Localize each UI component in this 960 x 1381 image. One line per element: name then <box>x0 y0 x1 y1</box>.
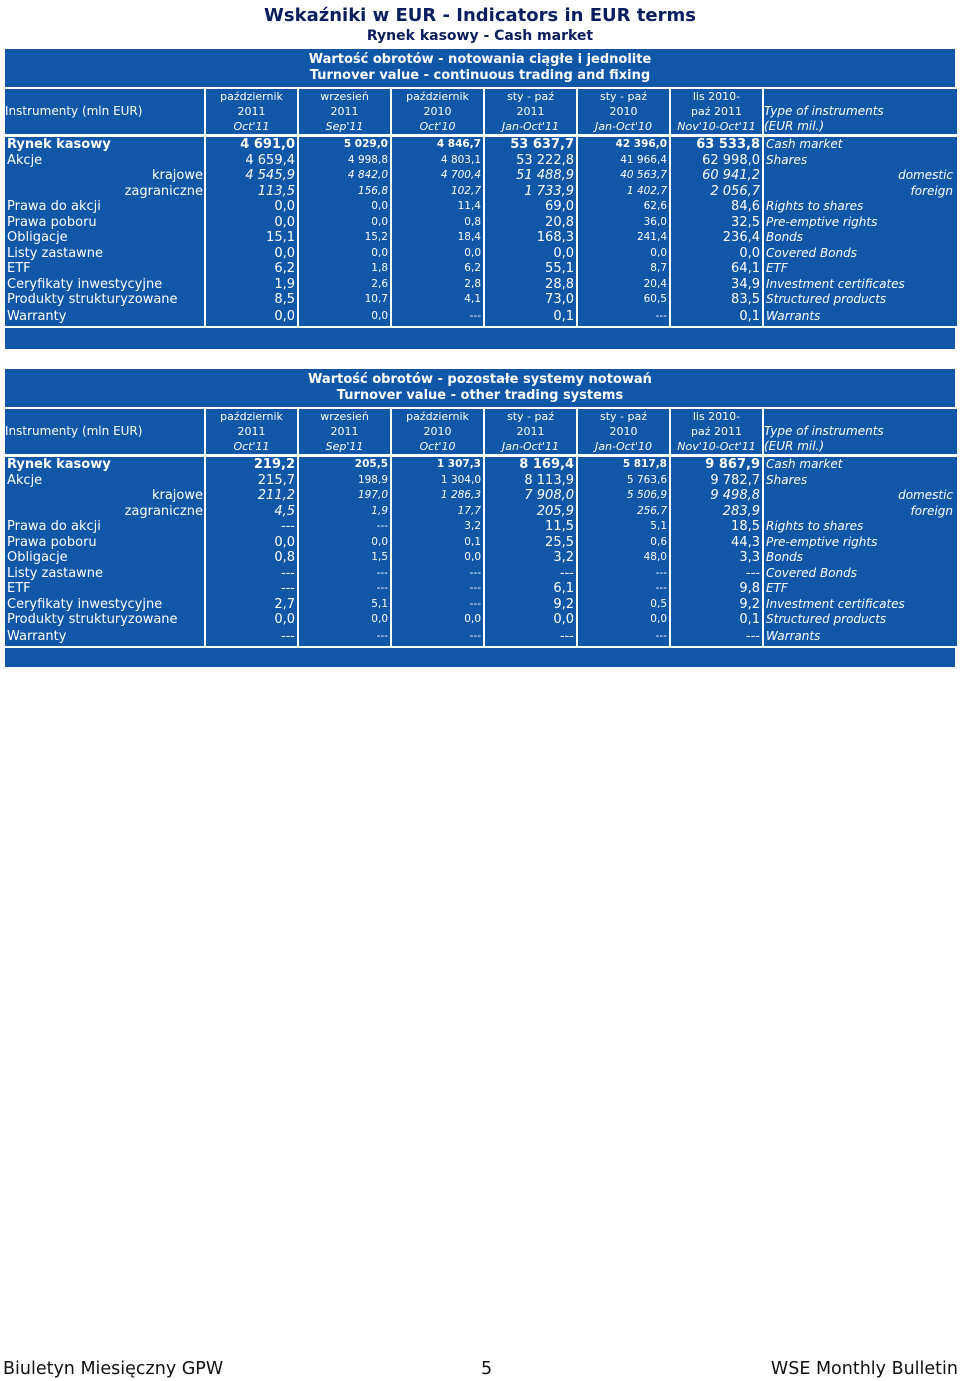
header-blank <box>5 89 204 104</box>
table-row <box>5 628 957 646</box>
value-cell: 5 506,9 <box>578 488 669 504</box>
value-cell: 20,4 <box>578 277 669 293</box>
value-cell: 5,1 <box>578 519 669 535</box>
row-label-en: Covered Bonds <box>764 246 957 262</box>
table-row <box>5 457 957 473</box>
value-cell: 7 908,0 <box>485 488 576 504</box>
header-row-1 <box>5 409 957 424</box>
table-row <box>5 550 957 566</box>
value-cell: --- <box>578 628 669 646</box>
value-cell: --- <box>392 581 483 597</box>
col-header-line1: lis 2010- <box>671 409 762 424</box>
row-label: Akcje <box>5 473 204 489</box>
row-label: Akcje <box>5 153 204 169</box>
table-row <box>5 246 957 262</box>
value-cell: 0,5 <box>578 597 669 613</box>
value-cell: 198,9 <box>299 473 390 489</box>
header-blank <box>5 119 204 134</box>
value-cell: 0,1 <box>392 535 483 551</box>
value-cell: 236,4 <box>671 230 762 246</box>
value-cell: 1 307,3 <box>392 457 483 473</box>
value-cell: 0,0 <box>206 199 297 215</box>
value-cell: 211,2 <box>206 488 297 504</box>
row-label-en: foreign <box>764 504 957 520</box>
value-cell: 53 637,7 <box>485 137 576 153</box>
row-label: Obligacje <box>5 230 204 246</box>
header-row-1 <box>5 89 957 104</box>
col-header-line2: 2011 <box>206 424 297 439</box>
table-row <box>5 488 957 504</box>
row-label: Listy zastawne <box>5 246 204 262</box>
row-label: Prawa do akcji <box>5 199 204 215</box>
table-row <box>5 230 957 246</box>
value-cell: 69,0 <box>485 199 576 215</box>
row-label-en: Structured products <box>764 612 957 628</box>
row-label: Ceryfikaty inwestycyjne <box>5 597 204 613</box>
value-cell: 2,8 <box>392 277 483 293</box>
value-cell: 4 842,0 <box>299 168 390 184</box>
row-label: Produkty strukturyzowane <box>5 612 204 628</box>
value-cell: 9,2 <box>671 597 762 613</box>
value-cell: 3,3 <box>671 550 762 566</box>
row-label-en: Structured products <box>764 292 957 308</box>
value-cell: 0,1 <box>671 308 762 326</box>
table-row <box>5 215 957 231</box>
value-cell: 102,7 <box>392 184 483 200</box>
col-header-line3: Sep'11 <box>299 119 390 134</box>
row-label: Ceryfikaty inwestycyjne <box>5 277 204 293</box>
value-cell: 1,8 <box>299 261 390 277</box>
table-row <box>5 612 957 628</box>
unit-label: (EUR mil.) <box>764 439 957 454</box>
value-cell: --- <box>671 566 762 582</box>
value-cell: --- <box>485 566 576 582</box>
row-label: Prawa do akcji <box>5 519 204 535</box>
col-header-line2: paź 2011 <box>671 104 762 119</box>
value-cell: 0,0 <box>299 246 390 262</box>
value-cell: 40 563,7 <box>578 168 669 184</box>
col-header-line3: Nov'10-Oct'11 <box>671 439 762 454</box>
row-label-en: Rights to shares <box>764 519 957 535</box>
header-blank <box>764 89 957 104</box>
value-cell: 256,7 <box>578 504 669 520</box>
value-cell: 1,5 <box>299 550 390 566</box>
table2-bottom-bar <box>5 648 955 667</box>
row-label-en: foreign <box>764 184 957 200</box>
value-cell: 197,0 <box>299 488 390 504</box>
row-label: ETF <box>5 581 204 597</box>
value-cell: 0,6 <box>578 535 669 551</box>
col-header-line1: wrzesień <box>299 89 390 104</box>
value-cell: 219,2 <box>206 457 297 473</box>
row-label-en: ETF <box>764 261 957 277</box>
value-cell: 0,1 <box>671 612 762 628</box>
page-footer <box>0 1359 960 1381</box>
value-cell: 0,1 <box>485 308 576 326</box>
table-row <box>5 184 957 200</box>
value-cell: 3,2 <box>392 519 483 535</box>
value-cell: 9 782,7 <box>671 473 762 489</box>
value-cell: --- <box>578 566 669 582</box>
value-cell: 3,2 <box>485 550 576 566</box>
table1-heading <box>5 49 955 87</box>
value-cell: 4 691,0 <box>206 137 297 153</box>
value-cell: 2,7 <box>206 597 297 613</box>
value-cell: 4 846,7 <box>392 137 483 153</box>
page-title: Wskaźniki w EUR - Indicators in EUR terms <box>264 5 696 26</box>
row-label-en: ETF <box>764 581 957 597</box>
row-label: Prawa poboru <box>5 215 204 231</box>
value-cell: 11,5 <box>485 519 576 535</box>
value-cell: 0,0 <box>206 612 297 628</box>
row-label-en: Rights to shares <box>764 199 957 215</box>
value-cell: 32,5 <box>671 215 762 231</box>
header-blank <box>5 439 204 454</box>
value-cell: 1,9 <box>206 277 297 293</box>
row-label: Listy zastawne <box>5 566 204 582</box>
col-header-line1: sty - paź <box>578 409 669 424</box>
value-cell: --- <box>671 628 762 646</box>
value-cell: 6,2 <box>392 261 483 277</box>
value-cell: 62,6 <box>578 199 669 215</box>
header-blank <box>764 409 957 424</box>
row-label-en: domestic <box>764 168 957 184</box>
value-cell: 5,1 <box>299 597 390 613</box>
value-cell: 2 056,7 <box>671 184 762 200</box>
value-cell: --- <box>392 308 483 326</box>
col-header-line2: 2010 <box>392 424 483 439</box>
header-blank <box>5 409 204 424</box>
value-cell: 9 867,9 <box>671 457 762 473</box>
col-header-line3: Jan-Oct'11 <box>485 439 576 454</box>
header-row-2 <box>5 424 957 439</box>
value-cell: 0,0 <box>206 535 297 551</box>
value-cell: 205,9 <box>485 504 576 520</box>
row-label-en: Covered Bonds <box>764 566 957 582</box>
value-cell: 0,0 <box>299 215 390 231</box>
section-subtitle: Rynek kasowy - Cash market <box>366 28 594 44</box>
row-label-en: Shares <box>764 473 957 489</box>
value-cell: --- <box>485 628 576 646</box>
value-cell: 1 733,9 <box>485 184 576 200</box>
value-cell: 64,1 <box>671 261 762 277</box>
value-cell: 48,0 <box>578 550 669 566</box>
value-cell: 0,0 <box>206 308 297 326</box>
col-header-line1: październik <box>392 89 483 104</box>
value-cell: --- <box>206 628 297 646</box>
row-label: Obligacje <box>5 550 204 566</box>
col-header-line2: 2011 <box>299 104 390 119</box>
value-cell: 0,0 <box>299 308 390 326</box>
value-cell: 1 402,7 <box>578 184 669 200</box>
row-label: Warranty <box>5 308 204 326</box>
value-cell: 1 304,0 <box>392 473 483 489</box>
unit-label: (EUR mil.) <box>764 119 957 134</box>
value-cell: --- <box>578 308 669 326</box>
value-cell: 0,0 <box>578 612 669 628</box>
value-cell: 0,0 <box>671 246 762 262</box>
value-cell: 41 966,4 <box>578 153 669 169</box>
value-cell: --- <box>206 519 297 535</box>
value-cell: 0,0 <box>206 246 297 262</box>
value-cell: 62 998,0 <box>671 153 762 169</box>
value-cell: 11,4 <box>392 199 483 215</box>
value-cell: 1 286,3 <box>392 488 483 504</box>
value-cell: 51 488,9 <box>485 168 576 184</box>
col-header-line3: Jan-Oct'10 <box>578 119 669 134</box>
header-row-2 <box>5 104 957 119</box>
value-cell: 0,0 <box>206 215 297 231</box>
col-header-line2: 2011 <box>485 424 576 439</box>
row-label-en: domestic <box>764 488 957 504</box>
row-label: Prawa poboru <box>5 535 204 551</box>
value-cell: 8 169,4 <box>485 457 576 473</box>
instruments-label: Instrumenty (mln EUR) <box>5 424 204 439</box>
table2-body <box>5 457 957 646</box>
value-cell: --- <box>206 581 297 597</box>
value-cell: 4 700,4 <box>392 168 483 184</box>
row-label: Warranty <box>5 628 204 646</box>
col-header-line1: sty - paź <box>485 409 576 424</box>
col-header-line1: październik <box>206 409 297 424</box>
table-row <box>5 137 957 153</box>
value-cell: 53 222,8 <box>485 153 576 169</box>
value-cell: 42 396,0 <box>578 137 669 153</box>
type-of-instruments-label: Type of instruments <box>764 104 957 119</box>
value-cell: 0,8 <box>206 550 297 566</box>
value-cell: 8 113,9 <box>485 473 576 489</box>
value-cell: 4 659,4 <box>206 153 297 169</box>
col-header-line1: sty - paź <box>578 89 669 104</box>
row-label-en: Bonds <box>764 230 957 246</box>
value-cell: --- <box>578 581 669 597</box>
header-row-3 <box>5 119 957 134</box>
row-label: Rynek kasowy <box>5 137 204 153</box>
col-header-line3: Sep'11 <box>299 439 390 454</box>
value-cell: 18,4 <box>392 230 483 246</box>
type-of-instruments-label: Type of instruments <box>764 424 957 439</box>
col-header-line3: Nov'10-Oct'11 <box>671 119 762 134</box>
value-cell: 9 498,8 <box>671 488 762 504</box>
col-header-line3: Oct'11 <box>206 439 297 454</box>
col-header-line2: 2010 <box>578 424 669 439</box>
value-cell: 9,8 <box>671 581 762 597</box>
row-label-en: Bonds <box>764 550 957 566</box>
value-cell: 283,9 <box>671 504 762 520</box>
row-label-en: Shares <box>764 153 957 169</box>
table-row <box>5 566 957 582</box>
row-label-en: Investment certificates <box>764 277 957 293</box>
value-cell: 4 545,9 <box>206 168 297 184</box>
value-cell: 168,3 <box>485 230 576 246</box>
value-cell: 5 029,0 <box>299 137 390 153</box>
table1-body <box>5 137 957 326</box>
value-cell: 2,6 <box>299 277 390 293</box>
value-cell: 9,2 <box>485 597 576 613</box>
table-row <box>5 261 957 277</box>
row-label-en: Pre-emptive rights <box>764 215 957 231</box>
table-row <box>5 597 957 613</box>
value-cell: 156,8 <box>299 184 390 200</box>
value-cell: 18,5 <box>671 519 762 535</box>
col-header-line2: 2011 <box>485 104 576 119</box>
value-cell: 8,5 <box>206 292 297 308</box>
header-row-3 <box>5 439 957 454</box>
table2 <box>3 409 959 646</box>
value-cell: 36,0 <box>578 215 669 231</box>
value-cell: 6,2 <box>206 261 297 277</box>
row-label-en: Pre-emptive rights <box>764 535 957 551</box>
value-cell: 0,0 <box>299 612 390 628</box>
value-cell: 73,0 <box>485 292 576 308</box>
value-cell: 215,7 <box>206 473 297 489</box>
value-cell: 34,9 <box>671 277 762 293</box>
value-cell: 84,6 <box>671 199 762 215</box>
col-header-line3: Oct'10 <box>392 439 483 454</box>
row-label: krajowe <box>5 488 204 504</box>
row-label: Produkty strukturyzowane <box>5 292 204 308</box>
col-header-line3: Oct'10 <box>392 119 483 134</box>
value-cell: 4,5 <box>206 504 297 520</box>
col-header-line2: 2010 <box>392 104 483 119</box>
col-header-line3: Jan-Oct'11 <box>485 119 576 134</box>
value-cell: 205,5 <box>299 457 390 473</box>
row-label-en: Investment certificates <box>764 597 957 613</box>
col-header-line1: sty - paź <box>485 89 576 104</box>
table2-heading <box>5 369 955 407</box>
value-cell: 44,3 <box>671 535 762 551</box>
value-cell: 5 817,8 <box>578 457 669 473</box>
value-cell: --- <box>299 519 390 535</box>
page-number: 5 <box>481 1359 493 1379</box>
table-row <box>5 168 957 184</box>
value-cell: 113,5 <box>206 184 297 200</box>
row-label: zagraniczne <box>5 504 204 520</box>
value-cell: --- <box>299 581 390 597</box>
value-cell: 6,1 <box>485 581 576 597</box>
value-cell: 17,7 <box>392 504 483 520</box>
col-header-line1: wrzesień <box>299 409 390 424</box>
value-cell: 0,0 <box>485 246 576 262</box>
table1-heading-en: Turnover value - continuous trading and fixing <box>309 68 651 83</box>
row-label: zagraniczne <box>5 184 204 200</box>
value-cell: --- <box>392 628 483 646</box>
value-cell: 0,8 <box>392 215 483 231</box>
table-row <box>5 153 957 169</box>
table-row <box>5 308 957 326</box>
row-label-en: Warrants <box>764 308 957 326</box>
value-cell: 0,0 <box>392 612 483 628</box>
col-header-line2: 2011 <box>206 104 297 119</box>
value-cell: 0,0 <box>485 612 576 628</box>
table-row <box>5 473 957 489</box>
value-cell: 241,4 <box>578 230 669 246</box>
col-header-line2: paź 2011 <box>671 424 762 439</box>
value-cell: --- <box>392 566 483 582</box>
table-row <box>5 277 957 293</box>
value-cell: 0,0 <box>392 550 483 566</box>
row-label: Rynek kasowy <box>5 457 204 473</box>
instruments-label: Instrumenty (mln EUR) <box>5 104 204 119</box>
table1-heading-pl: Wartość obrotów - notowania ciągłe i jednolite <box>308 52 652 67</box>
value-cell: 25,5 <box>485 535 576 551</box>
col-header-line2: 2011 <box>299 424 390 439</box>
value-cell: 28,8 <box>485 277 576 293</box>
col-header-line1: październik <box>392 409 483 424</box>
col-header-line1: październik <box>206 89 297 104</box>
value-cell: 10,7 <box>299 292 390 308</box>
col-header-line2: 2010 <box>578 104 669 119</box>
value-cell: 1,9 <box>299 504 390 520</box>
value-cell: 15,1 <box>206 230 297 246</box>
row-label-en: Cash market <box>764 137 957 153</box>
col-header-line1: lis 2010- <box>671 89 762 104</box>
footer-right: WSE Monthly Bulletin <box>770 1359 958 1379</box>
table-row <box>5 199 957 215</box>
value-cell: --- <box>206 566 297 582</box>
value-cell: 0,0 <box>392 246 483 262</box>
value-cell: 60 941,2 <box>671 168 762 184</box>
footer-left: Biuletyn Miesięczny GPW <box>3 1359 224 1379</box>
table-row <box>5 504 957 520</box>
row-label-en: Cash market <box>764 457 957 473</box>
table-row <box>5 292 957 308</box>
value-cell: 60,5 <box>578 292 669 308</box>
row-label-en: Warrants <box>764 628 957 646</box>
value-cell: --- <box>392 597 483 613</box>
row-label: ETF <box>5 261 204 277</box>
value-cell: 55,1 <box>485 261 576 277</box>
table1 <box>3 89 959 326</box>
table2-heading-pl: Wartość obrotów - pozostałe systemy notowań <box>308 372 652 387</box>
col-header-line3: Jan-Oct'10 <box>578 439 669 454</box>
table2-heading-en: Turnover value - other trading systems <box>336 388 624 403</box>
row-label: krajowe <box>5 168 204 184</box>
value-cell: 20,8 <box>485 215 576 231</box>
value-cell: --- <box>299 628 390 646</box>
value-cell: 0,0 <box>299 199 390 215</box>
value-cell: 0,0 <box>578 246 669 262</box>
value-cell: 4 998,8 <box>299 153 390 169</box>
col-header-line3: Oct'11 <box>206 119 297 134</box>
table-row <box>5 535 957 551</box>
table-row <box>5 519 957 535</box>
value-cell: 83,5 <box>671 292 762 308</box>
value-cell: 0,0 <box>299 535 390 551</box>
value-cell: 4 803,1 <box>392 153 483 169</box>
value-cell: 8,7 <box>578 261 669 277</box>
value-cell: 4,1 <box>392 292 483 308</box>
table-row <box>5 581 957 597</box>
value-cell: 63 533,8 <box>671 137 762 153</box>
table1-bottom-bar <box>5 328 955 349</box>
value-cell: --- <box>299 566 390 582</box>
value-cell: 5 763,6 <box>578 473 669 489</box>
value-cell: 15,2 <box>299 230 390 246</box>
